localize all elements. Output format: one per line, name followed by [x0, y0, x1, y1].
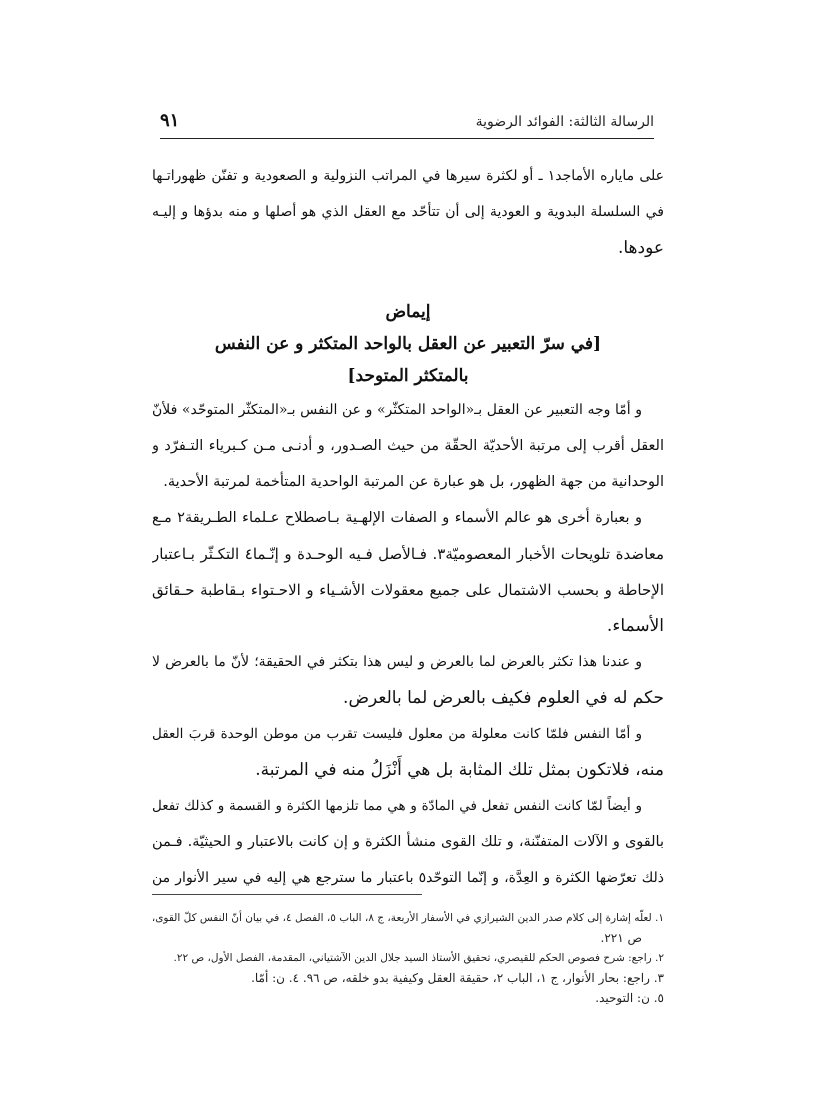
text-line: و أمّا النفس فلمّا كانت معلولة من معلول فليست تقرب من موطن الوحدة قربَ العقل — [152, 726, 642, 742]
running-header — [160, 112, 654, 139]
text-line: الوحدانية من جهة الظهور، بل هو عبارة عن المرتبة الواحدية المتأخمة لمرتبة الأحدية. — [163, 474, 664, 490]
footnote-divider — [152, 894, 422, 895]
text-line: الأسماء. — [606, 616, 664, 636]
text-line: عودها. — [617, 238, 664, 258]
text-line: ذلك تعرّضها الكثرة و العِدَّة، و إنّما التوحّد٥ باعتبار ما سترجع هي إليه في سير الأنوار من — [152, 870, 664, 886]
main-text — [152, 158, 664, 896]
footnote: ١. لعلّه إشارة إلى كلام صدر الدين الشيرازي في الأسفار الأربعة، ج ٨، الباب ٥، الفصل ٤، في بيان أنّ النفس كلّ القوى، — [152, 912, 664, 924]
footnote: ص ٢٢١. — [600, 931, 642, 945]
text-line: و عندنا هذا تكثر بالعرض لما بالعرض و ليس هذا بتكثر في الحقيقة؛ لأنّ ما بالعرض لا — [152, 654, 642, 670]
footnote: ٥. ن: التوحيد. — [595, 991, 664, 1005]
section-title: إيماض — [385, 302, 431, 322]
text-line: منه، فلاتكون بمثل تلك المثابة بل هي أَنْزَلُ منه في المرتبة. — [255, 760, 664, 780]
text-line: في السلسلة البدوية و العودية إلى أن تتأحّد مع العقل الذي هو أصلها و منه بدؤها و إليـه — [152, 204, 664, 220]
footnote: ٢. راجع: شرح فصوص الحكم للقيصري، تحقيق الأستاذ السيد جلال الدين الآشتياني، المقدمة، الفصل الأول، ص ٢٢. — [173, 952, 664, 964]
header-title: الرسالة الثالثة: الفوائد الرضوية — [475, 114, 654, 130]
text-line: و أيضاً لمّا كانت النفس تفعل في المادّة و هي مما تلزمها الكثرة و القسمة و كذلك تفعل — [152, 798, 642, 814]
text-line: و بعبارة أخرى هو عالم الأسماء و الصفات الإلهـية بـاصطلاح عـلماء الطـريقة٢ مـع — [152, 510, 642, 526]
text-line: بالقوى و الآلات المتفنّنة، و تلك القوى منشأ الكثرة و إن كانت بالاعتبار و الحيثيّة. فـمن — [152, 834, 664, 850]
section-subtitle: بالمتكثر المتوحد] — [347, 366, 469, 386]
text-line: الإحاطة و بحسب الاشتمال على جميع معقولات الأشـياء و الاحـتواء بـقاطبة حـقائق — [152, 581, 664, 599]
text-line: و أمّا وجه التعبير عن العقل بـ«الواحد المتكثّر» و عن النفس بـ«المتكثّر المتوحّد» فلأنّ — [152, 402, 642, 418]
text-line: معاضدة تلويحات الأخبار المعصوميّة٣. فـالأصل فـيه الوحـدة و إنّـما٤ التكـثّر بـاعتبار — [152, 545, 664, 563]
text-line: على ماياره الأماجد١ ـ أو لكثرة سيرها في المراتب النزولية و الصعودية و تفنّن ظهوراتـها — [152, 168, 664, 184]
page-number: ٩١ — [160, 110, 180, 131]
section-subtitle: [في سرّ التعبير عن العقل بالواحد المتكثر و عن النفس — [214, 334, 602, 354]
text-line: العقل أقرب إلى مرتبة الأحديّة الحقّة من حيث الصـدور، و أدنـى مـن كـبرياء التـفرّد و — [152, 438, 664, 454]
text-line: حكم له في العلوم فكيف بالعرض لما بالعرض. — [343, 688, 664, 708]
footnote: ٣. راجع: بحار الأنوار، ج ١، الباب ٢، حقيقة العقل وكيفية بدو خلقه، ص ٩٦. ٤. ن: أمّا. — [251, 971, 664, 985]
